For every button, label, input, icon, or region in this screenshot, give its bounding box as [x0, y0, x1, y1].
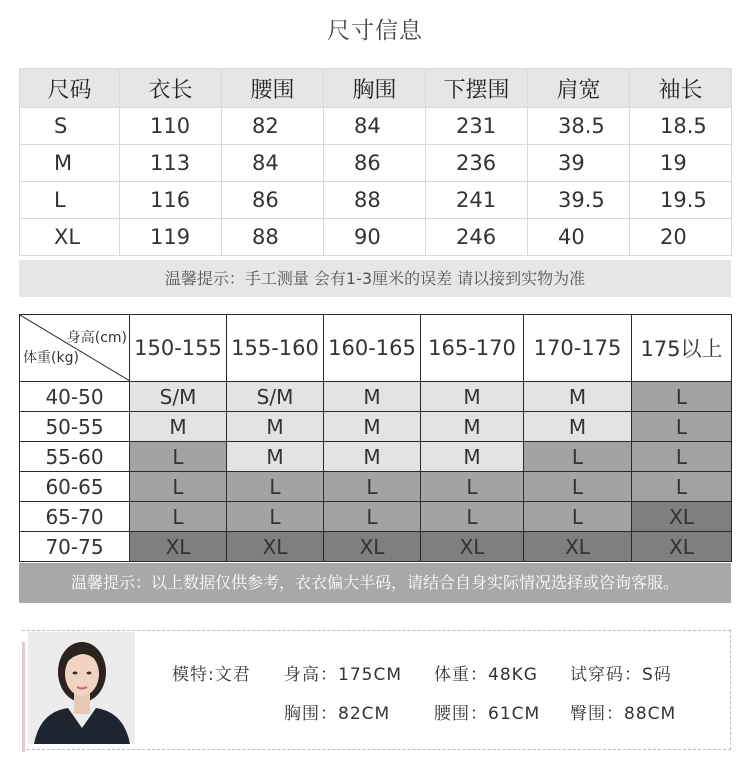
size-chart-header: 衣长 — [120, 69, 222, 108]
table-cell: 113 — [120, 145, 222, 182]
recommended-size-cell: XL — [324, 532, 421, 562]
recommended-size-cell: XL — [632, 532, 732, 562]
table-row — [20, 532, 732, 562]
page-title: 尺寸信息 — [327, 18, 423, 44]
recommended-size-cell: L — [421, 502, 524, 532]
table-row — [20, 472, 732, 502]
table-cell: 246 — [426, 219, 528, 256]
table-cell: 39 — [528, 145, 630, 182]
recommended-size-cell: M — [524, 412, 632, 442]
height-header-row — [20, 315, 732, 382]
weight-range-cell: 50-55 — [20, 412, 130, 442]
table-cell: 20 — [630, 219, 732, 256]
model-weight: 体重：48KG — [434, 665, 538, 685]
size-chart-table — [19, 68, 732, 256]
size-cell: S — [20, 108, 120, 145]
recommended-size-cell: XL — [524, 532, 632, 562]
model-height: 身高：175CM — [284, 665, 402, 685]
table-cell: 19.5 — [630, 182, 732, 219]
table-cell: 38.5 — [528, 108, 630, 145]
size-cell: XL — [20, 219, 120, 256]
measurement-note: 温馨提示：手工测量 会有1-3厘米的误差 请以接到实物为准 — [19, 260, 731, 297]
recommended-size-cell: L — [227, 472, 324, 502]
table-row — [20, 502, 732, 532]
model-hip: 臀围：88CM — [570, 704, 677, 724]
recommended-size-cell: M — [130, 412, 227, 442]
table-row — [20, 108, 732, 145]
table-row — [20, 182, 732, 219]
recommended-size-cell: L — [130, 442, 227, 472]
model-fit-size: 试穿码：S码 — [570, 665, 672, 685]
height-range-header: 170-175 — [524, 315, 632, 382]
recommended-size-cell: L — [632, 472, 732, 502]
recommended-size-cell: L — [324, 502, 421, 532]
table-cell: 82 — [222, 108, 324, 145]
table-cell: 84 — [324, 108, 426, 145]
table-cell: 88 — [222, 219, 324, 256]
height-range-header: 160-165 — [324, 315, 421, 382]
size-chart-header-row — [20, 69, 732, 108]
weight-range-cell: 60-65 — [20, 472, 130, 502]
accent-line — [22, 642, 25, 752]
model-photo — [28, 632, 135, 744]
table-cell: 86 — [324, 145, 426, 182]
recommended-size-cell: M — [421, 412, 524, 442]
table-cell: 40 — [528, 219, 630, 256]
size-chart-header: 下摆围 — [426, 69, 528, 108]
table-cell: 119 — [120, 219, 222, 256]
recommended-size-cell: M — [324, 442, 421, 472]
recommended-size-cell: M — [421, 382, 524, 412]
recommended-size-cell: M — [524, 382, 632, 412]
recommended-size-cell: L — [632, 442, 732, 472]
height-range-header: 175以上 — [632, 315, 732, 382]
recommended-size-cell: M — [324, 382, 421, 412]
size-chart-header: 胸围 — [324, 69, 426, 108]
height-range-header: 165-170 — [421, 315, 524, 382]
recommended-size-cell: L — [227, 502, 324, 532]
recommended-size-cell: L — [130, 502, 227, 532]
table-cell: 39.5 — [528, 182, 630, 219]
table-cell: 236 — [426, 145, 528, 182]
recommended-size-cell: S/M — [130, 382, 227, 412]
recommended-size-cell: L — [524, 472, 632, 502]
size-cell: M — [20, 145, 120, 182]
recommended-size-cell: M — [227, 412, 324, 442]
recommended-size-cell: XL — [632, 502, 732, 532]
table-cell: 19 — [630, 145, 732, 182]
table-cell: 84 — [222, 145, 324, 182]
table-row — [20, 412, 732, 442]
table-cell: 241 — [426, 182, 528, 219]
table-row — [20, 145, 732, 182]
size-advice-note: 温馨提示：以上数据仅供参考，衣衣偏大半码，请结合自身实际情况选择或咨询客服。 — [19, 563, 731, 603]
recommended-size-cell: L — [421, 472, 524, 502]
table-cell: 116 — [120, 182, 222, 219]
recommended-size-cell: L — [130, 472, 227, 502]
table-cell: 110 — [120, 108, 222, 145]
table-row — [20, 442, 732, 472]
model-name: 模特:文君 — [172, 665, 251, 685]
recommended-size-cell: XL — [421, 532, 524, 562]
table-cell: 88 — [324, 182, 426, 219]
recommended-size-cell: S/M — [227, 382, 324, 412]
recommended-size-cell: M — [227, 442, 324, 472]
model-waist: 腰围：61CM — [434, 704, 541, 724]
recommended-size-cell: L — [632, 412, 732, 442]
table-cell: 18.5 — [630, 108, 732, 145]
size-chart-header: 腰围 — [222, 69, 324, 108]
size-chart-header: 袖长 — [630, 69, 732, 108]
weight-range-cell: 40-50 — [20, 382, 130, 412]
table-row — [20, 382, 732, 412]
size-cell: L — [20, 182, 120, 219]
recommended-size-cell: M — [421, 442, 524, 472]
recommended-size-cell: L — [324, 472, 421, 502]
table-cell: 231 — [426, 108, 528, 145]
recommended-size-cell: L — [524, 442, 632, 472]
recommended-size-cell: XL — [227, 532, 324, 562]
table-corner-cell — [20, 315, 130, 382]
recommended-size-cell: L — [524, 502, 632, 532]
weight-axis-label: 体重(kg) — [23, 350, 79, 366]
height-range-header: 155-160 — [227, 315, 324, 382]
size-chart-header: 肩宽 — [528, 69, 630, 108]
weight-range-cell: 65-70 — [20, 502, 130, 532]
recommended-size-cell: M — [324, 412, 421, 442]
size-chart-header: 尺码 — [20, 69, 120, 108]
size-recommendation-table — [19, 314, 732, 562]
recommended-size-cell: XL — [130, 532, 227, 562]
recommended-size-cell: L — [632, 382, 732, 412]
height-range-header: 150-155 — [130, 315, 227, 382]
table-cell: 90 — [324, 219, 426, 256]
table-row — [20, 219, 732, 256]
weight-range-cell: 55-60 — [20, 442, 130, 472]
model-bust: 胸围：82CM — [284, 704, 391, 724]
table-cell: 86 — [222, 182, 324, 219]
height-axis-label: 身高(cm) — [66, 330, 127, 346]
weight-range-cell: 70-75 — [20, 532, 130, 562]
